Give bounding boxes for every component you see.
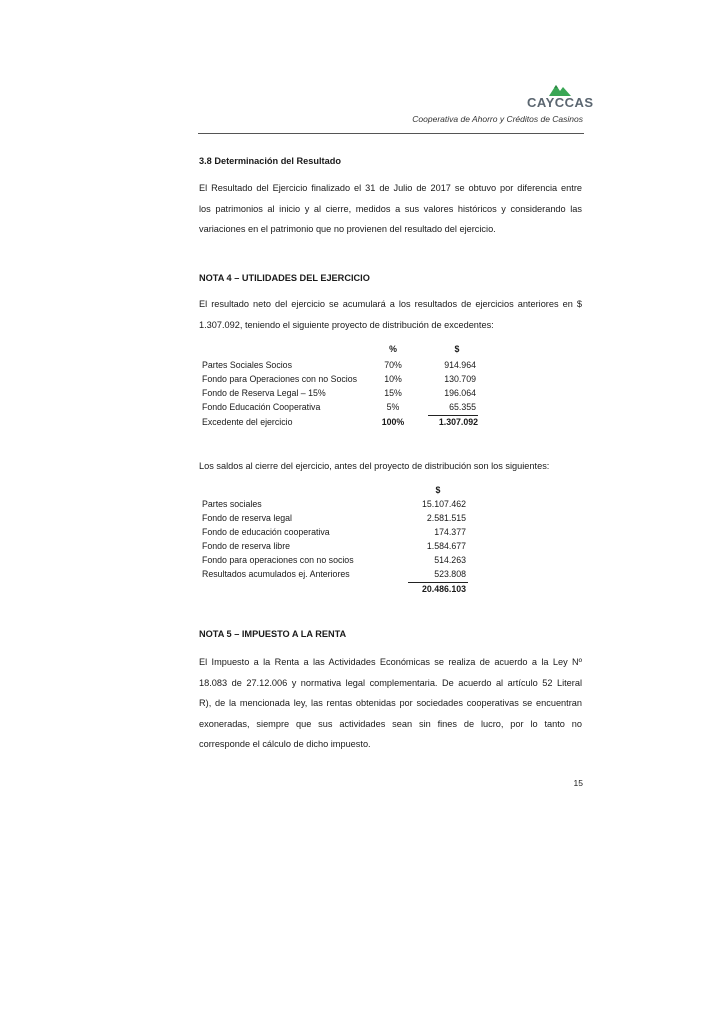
row-amount: 514.263 — [434, 555, 466, 565]
row-label: Resultados acumulados ej. Anteriores — [202, 569, 350, 579]
distribution-table — [202, 344, 482, 434]
balances-intro: Los saldos al cierre del ejercicio, antes del proyecto de distribución son los siguientes: — [199, 461, 550, 471]
column-header-amount: $ — [454, 344, 460, 354]
row-amount: 914.964 — [444, 360, 476, 370]
nota-5-title: NOTA 5 – IMPUESTO A LA RENTA — [199, 629, 347, 639]
column-header-percent: % — [389, 344, 397, 354]
row-amount: 15.107.462 — [421, 499, 466, 509]
balances-table — [202, 485, 472, 600]
row-amount: 174.377 — [434, 527, 466, 537]
logo-name: CAYCCAS — [527, 95, 594, 110]
row-percent: 5% — [386, 402, 400, 412]
section-3-8-paragraph — [199, 178, 582, 240]
paragraph-line: variaciones en el patrimonio que no provienen del resultado del ejercicio. — [199, 224, 496, 234]
nota-4-title: NOTA 4 – UTILIDADES DEL EJERCICIO — [199, 273, 370, 283]
column-header-amount: $ — [435, 485, 441, 495]
row-amount: 65.355 — [449, 402, 476, 412]
subtotal-underline — [428, 415, 478, 416]
logo-subtitle: Cooperativa de Ahorro y Créditos de Casinos — [412, 114, 583, 124]
row-label: Fondo de reserva legal — [202, 513, 292, 523]
row-label: Fondo de Reserva Legal – 15% — [202, 388, 326, 398]
paragraph-line: 1.307.092, teniendo el siguiente proyecto de distribución de excedentes: — [199, 319, 494, 330]
row-label: Fondo para operaciones con no socios — [202, 555, 354, 565]
nota-5-paragraph — [199, 652, 582, 755]
row-amount: 2.581.515 — [426, 513, 466, 523]
total-percent: 100% — [381, 417, 405, 427]
paragraph-line: El Impuesto a la Renta a las Actividades Económicas se realiza de acuerdo a la Ley Nº — [199, 657, 582, 667]
total-label: Excedente del ejercicio — [202, 417, 293, 427]
row-amount: 130.709 — [444, 374, 476, 384]
row-label: Partes Sociales Socios — [202, 360, 292, 370]
total-amount: 1.307.092 — [438, 417, 478, 427]
subtotal-underline — [408, 582, 468, 583]
row-amount: 1.584.677 — [426, 541, 466, 551]
paragraph-line: exoneradas, siempre que sus actividades sean sin fines de lucro, por lo tanto no — [199, 718, 582, 729]
nota-4-paragraph — [199, 294, 582, 335]
paragraph-line: 18.083 de 27.12.006 y normativa legal complementaria. De acuerdo al artículo 52 Literal — [199, 677, 582, 688]
header-divider — [198, 133, 584, 134]
row-label: Fondo Educación Cooperativa — [202, 402, 321, 412]
row-percent: 15% — [384, 388, 402, 398]
page-number: 15 — [573, 778, 583, 788]
row-percent: 70% — [384, 360, 402, 370]
paragraph-line: El Resultado del Ejercicio finalizado el 31 de Julio de 2017 se obtuvo por diferencia entre — [199, 183, 582, 193]
section-3-8-title: 3.8 Determinación del Resultado — [199, 156, 341, 166]
row-percent: 10% — [384, 374, 402, 384]
logo-mountain-icon — [549, 82, 571, 96]
row-label: Fondo de educación cooperativa — [202, 527, 330, 537]
paragraph-line: El resultado neto del ejercicio se acumulará a los resultados de ejercicios anteriores en $ — [199, 299, 582, 309]
row-amount: 196.064 — [444, 388, 476, 398]
paragraph-line: R), de la mencionada ley, las rentas obtenidas por sociedades cooperativas se encuentran — [199, 698, 582, 708]
total-amount: 20.486.103 — [421, 584, 466, 594]
row-label: Fondo para Operaciones con no Socios — [202, 374, 358, 384]
row-label: Fondo de reserva libre — [202, 541, 291, 551]
paragraph-line: los patrimonios al inicio y al cierre, medidos a sus valores históricos y considerando las — [199, 203, 582, 214]
row-amount: 523.808 — [434, 569, 466, 579]
paragraph-line: corresponde el cálculo de dicho impuesto. — [199, 739, 371, 749]
row-label: Partes sociales — [202, 499, 262, 509]
